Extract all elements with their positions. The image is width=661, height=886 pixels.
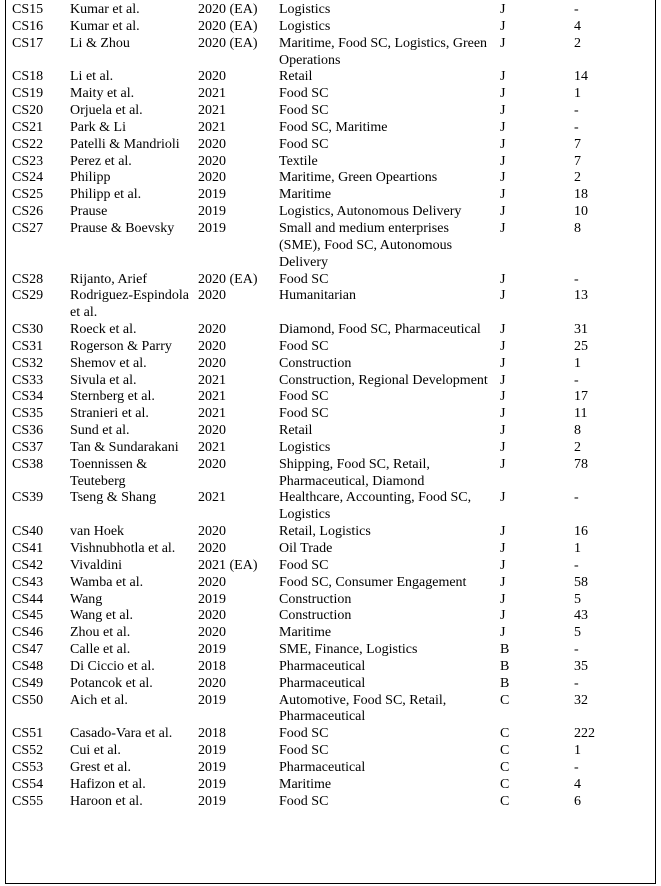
year-cell: 2019 [198,692,226,708]
publication-type-cell: J [500,389,506,405]
citations-cell: 35 [574,658,588,674]
publication-type-cell: C [500,776,510,792]
year-cell: 2020 (EA) [198,2,258,17]
table-row [6,457,656,491]
year-cell: 2020 [198,136,226,152]
year-cell: 2020 [198,456,226,472]
authors-cell: Aich et al. [70,692,128,708]
table-row [6,558,656,575]
citations-cell: 14 [574,69,588,85]
sector-cell: Food SC [279,103,329,119]
case-id-cell: CS23 [12,153,44,169]
authors-cell: Cui et al. [70,743,121,759]
citations-cell: 222 [574,726,595,742]
publication-type-cell: B [500,675,510,691]
case-id-cell: CS17 [12,35,44,51]
case-id-cell: CS29 [12,288,44,304]
authors-cell: Prause & Boevsky [70,220,175,236]
year-cell: 2019 [198,220,226,236]
table-row [6,221,656,272]
publication-type-cell: J [500,187,506,203]
year-cell: 2020 [198,423,226,439]
case-id-cell: CS26 [12,204,44,220]
sector-cell: Construction [279,355,352,371]
publication-type-cell: J [500,119,506,135]
table-row [6,288,656,322]
citations-cell: 32 [574,692,588,708]
publication-type-cell: J [500,338,506,354]
authors-cell: Zhou et al. [70,625,131,641]
authors-cell: Tan & Sundarakani [70,439,179,455]
sector-cell: Food SC, Consumer Engagement [279,574,467,590]
sector-cell: Maritime [279,625,332,641]
table-row [6,204,656,221]
year-cell: 2020 (EA) [198,271,258,287]
table-row [6,137,656,154]
publication-type-cell: J [500,322,506,338]
sector-cell: Food SC [279,743,329,759]
case-id-cell: CS37 [12,439,44,455]
year-cell: 2020 [198,675,226,691]
authors-cell: Wamba et al. [70,574,144,590]
citations-cell: 58 [574,574,588,590]
publication-type-cell: J [500,591,506,607]
authors-cell: Roeck et al. [70,322,137,338]
authors-cell: Stranieri et al. [70,406,149,422]
year-cell: 2021 [198,490,226,506]
case-id-cell: CS27 [12,220,44,236]
year-cell: 2019 [198,759,226,775]
year-cell: 2020 [198,338,226,354]
table-row [6,592,656,609]
table-row [6,608,656,625]
citations-cell: 25 [574,338,588,354]
table-row [6,726,656,743]
publication-type-cell: B [500,642,510,658]
table-row [6,777,656,794]
sector-cell: Maritime, Food SC, Logistics, Green Operations [279,35,488,68]
authors-cell: Wang et al. [70,608,134,624]
case-id-cell: CS32 [12,355,44,371]
case-id-cell: CS38 [12,456,44,472]
publication-type-cell: J [500,204,506,220]
sector-cell: Food SC [279,726,329,742]
authors-cell: Philipp [70,170,111,186]
citations-cell: 7 [574,136,581,152]
publication-type-cell: C [500,743,510,759]
publication-type-cell: J [500,355,506,371]
publication-type-cell: J [500,406,506,422]
sector-cell: Construction, Regional Development [279,372,488,388]
authors-cell: Shemov et al. [70,355,147,371]
sector-cell: Food SC, Maritime [279,119,388,135]
publication-type-cell: C [500,759,510,775]
table-row [6,659,656,676]
case-id-cell: CS40 [12,524,44,540]
citations-cell: - [574,119,579,135]
sector-cell: Pharmaceutical [279,759,366,775]
case-id-cell: CS50 [12,692,44,708]
case-id-cell: CS22 [12,136,44,152]
citations-cell: - [574,642,579,658]
case-id-cell: CS25 [12,187,44,203]
sector-cell: Healthcare, Accounting, Food SC, Logistics [279,490,472,523]
year-cell: 2019 [198,793,226,809]
citations-cell: 16 [574,524,588,540]
table-row [6,322,656,339]
authors-cell: Haroon et al. [70,793,143,809]
sector-cell: Food SC [279,136,329,152]
table-row [6,541,656,558]
authors-cell: Rogerson & Parry [70,338,172,354]
citations-cell: 1 [574,743,581,759]
citations-cell: 78 [574,456,588,472]
case-id-cell: CS35 [12,406,44,422]
table-row [6,356,656,373]
publication-type-cell: J [500,86,506,102]
citations-cell: 2 [574,439,581,455]
publication-type-cell: J [500,524,506,540]
sector-cell: Food SC [279,557,329,573]
year-cell: 2021 [198,119,226,135]
case-id-cell: CS45 [12,608,44,624]
citations-cell: 2 [574,170,581,186]
year-cell: 2020 [198,541,226,556]
publication-type-cell: J [500,136,506,152]
case-id-cell: CS55 [12,793,44,809]
case-id-cell: CS42 [12,557,44,573]
case-id-cell: CS20 [12,103,44,119]
citations-cell: - [574,675,579,691]
sector-cell: Pharmaceutical [279,675,366,691]
authors-cell: Kumar et al. [70,2,140,17]
year-cell: 2020 [198,69,226,85]
authors-cell: Patelli & Mandrioli [70,136,180,152]
sector-cell: Food SC [279,406,329,422]
case-id-cell: CS47 [12,642,44,658]
sector-cell: Food SC [279,793,329,809]
publication-type-cell: J [500,288,506,304]
sector-cell: Food SC [279,389,329,405]
year-cell: 2021 [198,439,226,455]
table-row [6,69,656,86]
sector-cell: Logistics, Autonomous Delivery [279,204,462,220]
publication-type-cell: J [500,541,506,556]
table-body [6,2,656,811]
case-id-cell: CS41 [12,541,44,556]
citations-cell: - [574,2,579,17]
year-cell: 2020 (EA) [198,18,258,34]
publication-type-cell: J [500,456,506,472]
year-cell: 2019 [198,743,226,759]
table-row [6,693,656,727]
case-id-cell: CS53 [12,759,44,775]
table-row [6,170,656,187]
authors-cell: Orjuela et al. [70,103,143,119]
year-cell: 2020 [198,153,226,169]
case-id-cell: CS16 [12,18,44,34]
table-row [6,103,656,120]
case-id-cell: CS33 [12,372,44,388]
citations-cell: 43 [574,608,588,624]
year-cell: 2019 [198,642,226,658]
year-cell: 2019 [198,591,226,607]
table-row [6,389,656,406]
citations-cell: 6 [574,793,581,809]
publication-type-cell: J [500,625,506,641]
table-row [6,760,656,777]
publication-type-cell: J [500,18,506,34]
year-cell: 2020 [198,170,226,186]
citations-cell: - [574,271,579,287]
citations-cell: 1 [574,86,581,102]
table-row [6,490,656,524]
citations-cell: 1 [574,355,581,371]
citations-cell: - [574,490,579,506]
authors-cell: Li & Zhou [70,35,130,51]
publication-type-cell: J [500,2,506,17]
table-row [6,440,656,457]
authors-cell: Sivula et al. [70,372,137,388]
publication-type-cell: C [500,692,510,708]
sector-cell: Retail [279,423,313,439]
authors-cell: Prause [70,204,108,220]
citations-cell: 8 [574,423,581,439]
year-cell: 2021 [198,406,226,422]
citations-cell: 2 [574,35,581,51]
year-cell: 2021 [198,86,226,102]
sector-cell: Food SC [279,86,329,102]
sector-cell: SME, Finance, Logistics [279,642,418,658]
sector-cell: Construction [279,591,352,607]
authors-cell: Potancok et al. [70,675,153,691]
case-id-cell: CS28 [12,271,44,287]
table-row [6,154,656,171]
citations-cell: 4 [574,18,581,34]
table-row [6,36,656,70]
authors-cell: Calle et al. [70,642,131,658]
table-row [6,272,656,289]
case-id-cell: CS44 [12,591,44,607]
year-cell: 2018 [198,658,226,674]
year-cell: 2020 [198,288,226,304]
case-id-cell: CS34 [12,389,44,405]
authors-cell: Rijanto, Arief [70,271,147,287]
year-cell: 2020 [198,322,226,338]
year-cell: 2019 [198,776,226,792]
case-id-cell: CS30 [12,322,44,338]
publication-type-cell: J [500,439,506,455]
table-row [6,406,656,423]
table-row [6,187,656,204]
publication-type-cell: J [500,372,506,388]
year-cell: 2020 [198,625,226,641]
authors-cell: Perez et al. [70,153,132,169]
authors-cell: Hafizon et al. [70,776,146,792]
table-row [6,642,656,659]
authors-cell: Kumar et al. [70,18,140,34]
case-id-cell: CS54 [12,776,44,792]
publication-type-cell: J [500,153,506,169]
table-row [6,2,656,19]
authors-cell: Vishnubhotla et al. [70,541,176,556]
citations-cell: 4 [574,776,581,792]
citations-cell: 31 [574,322,588,338]
citations-cell: 8 [574,220,581,236]
authors-cell: Sternberg et al. [70,389,155,405]
year-cell: 2020 (EA) [198,35,258,51]
table-row [6,524,656,541]
citations-cell: 5 [574,625,581,641]
publication-type-cell: J [500,574,506,590]
citations-cell: 10 [574,204,588,220]
table-row [6,19,656,36]
case-id-cell: CS52 [12,743,44,759]
year-cell: 2018 [198,726,226,742]
authors-cell: Philipp et al. [70,187,142,203]
publication-type-cell: J [500,423,506,439]
year-cell: 2021 [198,103,226,119]
case-id-cell: CS15 [12,2,44,17]
sector-cell: Retail [279,69,313,85]
year-cell: 2020 [198,608,226,624]
authors-cell: Sund et al. [70,423,130,439]
citations-cell: 13 [574,288,588,304]
citations-cell: 1 [574,541,581,556]
publication-type-cell: J [500,170,506,186]
case-id-cell: CS49 [12,675,44,691]
year-cell: 2021 [198,372,226,388]
case-id-cell: CS36 [12,423,44,439]
authors-cell: Di Ciccio et al. [70,658,155,674]
case-id-cell: CS18 [12,69,44,85]
year-cell: 2020 [198,574,226,590]
sector-cell: Oil Trade [279,541,333,556]
sector-cell: Small and medium enterprises (SME), Food SC, Autonomous Delivery [279,220,453,270]
citations-cell: 17 [574,389,588,405]
sector-cell: Logistics [279,2,331,17]
year-cell: 2019 [198,204,226,220]
sector-cell: Diamond, Food SC, Pharmaceutical [279,322,481,338]
document-page [5,0,656,884]
sector-cell: Shipping, Food SC, Retail, Pharmaceutical, Diamond [279,456,430,489]
case-id-cell: CS46 [12,625,44,641]
sector-cell: Logistics [279,439,331,455]
table-row [6,743,656,760]
table-row [6,676,656,693]
year-cell: 2020 [198,355,226,371]
sector-cell: Food SC [279,338,329,354]
authors-cell: Rodriguez-Espindola et al. [70,288,189,321]
sector-cell: Construction [279,608,352,624]
case-id-cell: CS39 [12,490,44,506]
case-id-cell: CS31 [12,338,44,354]
case-id-cell: CS19 [12,86,44,102]
authors-cell: Park & Li [70,119,126,135]
citations-cell: - [574,103,579,119]
authors-cell: van Hoek [70,524,125,540]
sector-cell: Maritime [279,776,332,792]
table-row [6,86,656,103]
publication-type-cell: J [500,490,506,506]
sector-cell: Logistics [279,18,331,34]
sector-cell: Food SC [279,271,329,287]
authors-cell: Casado-Vara et al. [70,726,173,742]
year-cell: 2021 [198,389,226,405]
citations-cell: 5 [574,591,581,607]
citations-cell: 18 [574,187,588,203]
publication-type-cell: J [500,271,506,287]
case-id-cell: CS24 [12,170,44,186]
table-row [6,423,656,440]
sector-cell: Pharmaceutical [279,658,366,674]
citations-cell: 11 [574,406,588,422]
authors-cell: Maity et al. [70,86,135,102]
sector-cell: Maritime [279,187,332,203]
table-row [6,625,656,642]
table-row [6,339,656,356]
table-row [6,120,656,137]
case-id-cell: CS48 [12,658,44,674]
sector-cell: Retail, Logistics [279,524,371,540]
authors-cell: Li et al. [70,69,114,85]
citations-cell: - [574,759,579,775]
table-row [6,373,656,390]
publication-type-cell: J [500,103,506,119]
authors-cell: Tseng & Shang [70,490,157,506]
publication-type-cell: C [500,726,510,742]
table-row [6,575,656,592]
table-row [6,794,656,811]
sector-cell: Textile [279,153,318,169]
authors-cell: Toennissen & Teuteberg [70,456,148,489]
publication-type-cell: J [500,608,506,624]
publication-type-cell: J [500,69,506,85]
year-cell: 2021 (EA) [198,557,258,573]
year-cell: 2020 [198,524,226,540]
authors-cell: Wang [70,591,103,607]
year-cell: 2019 [198,187,226,203]
publication-type-cell: J [500,557,506,573]
authors-cell: Vivaldini [70,557,123,573]
publication-type-cell: J [500,220,506,236]
citations-cell: - [574,557,579,573]
authors-cell: Grest et al. [70,759,132,775]
sector-cell: Humanitarian [279,288,356,304]
citations-cell: - [574,372,579,388]
citations-cell: 7 [574,153,581,169]
publication-type-cell: C [500,793,510,809]
sector-cell: Automotive, Food SC, Retail, Pharmaceutical [279,692,447,725]
case-study-table [6,2,656,811]
case-id-cell: CS43 [12,574,44,590]
publication-type-cell: B [500,658,510,674]
case-id-cell: CS51 [12,726,44,742]
sector-cell: Maritime, Green Opeartions [279,170,438,186]
publication-type-cell: J [500,35,506,51]
case-id-cell: CS21 [12,119,44,135]
